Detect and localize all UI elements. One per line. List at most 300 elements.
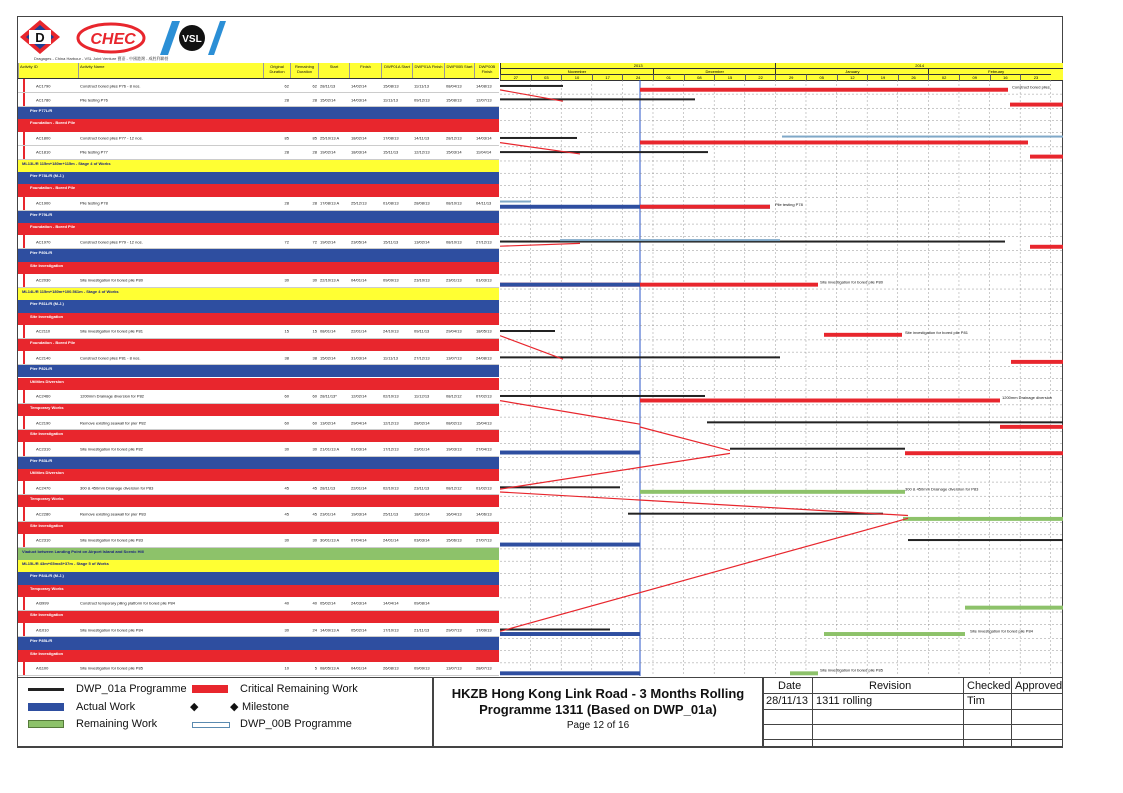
column-header[interactable]: Start <box>318 63 349 78</box>
week-label: 29 <box>775 74 806 80</box>
week-label: 23 <box>1020 74 1051 80</box>
gantt-chart <box>500 63 1063 676</box>
row-indent-bar <box>23 390 25 403</box>
year-label: 2014 <box>775 63 1063 68</box>
row-indent-bar <box>23 378 25 390</box>
cell-id: AC1790 <box>36 83 51 89</box>
cell-s2: 13/07/13 <box>446 665 462 671</box>
cell-id: AC1810 <box>36 149 51 155</box>
cell-f2: 27/07/13 <box>476 537 492 543</box>
cell-s1: 15/08/13 <box>383 83 399 89</box>
cell-rd: 62 <box>312 83 317 89</box>
gantt-bar <box>824 333 902 337</box>
cell-start: 19/02/14 <box>320 149 336 155</box>
title-line-2: Programme 1311 (Based on DWP_01a) <box>479 702 717 717</box>
group-label: Pier P79L/R <box>30 211 53 217</box>
cell-od: 40 <box>284 600 289 606</box>
cell-rd: 30 <box>312 277 317 283</box>
legend-critical: Critical Remaining Work <box>240 683 358 695</box>
row-indent-bar <box>23 534 25 547</box>
cell-name: 300 & 450mm Drainage diversion for P83 <box>80 485 154 491</box>
cell-f2: 27/12/13 <box>476 239 492 245</box>
cell-s1: 11/11/13 <box>383 355 398 361</box>
gantt-bar <box>1030 155 1063 159</box>
group-label: Site Investigation <box>30 431 64 437</box>
table-row[interactable] <box>18 623 499 637</box>
rev-header-revision: Revision <box>869 680 912 692</box>
svg-text:D: D <box>35 30 45 45</box>
cell-finish: 18/03/14 <box>351 149 367 155</box>
group-header-row[interactable] <box>18 611 499 623</box>
bar-annotation: Pile testing P78 <box>775 202 803 208</box>
cell-od: 45 <box>284 485 289 491</box>
cell-rd: 60 <box>312 420 317 426</box>
cell-od: 28 <box>284 97 289 103</box>
cell-id: AI1010 <box>36 627 49 633</box>
cell-name: Construct bored piles P81 - 8 nos. <box>80 355 141 361</box>
gantt-header <box>500 63 1063 81</box>
cell-name: Site investigation for bored pile P85 <box>80 665 143 671</box>
revision-table <box>763 677 1063 747</box>
month-label: December <box>653 68 775 74</box>
row-indent-bar <box>23 469 25 481</box>
group-header-row[interactable] <box>18 378 499 390</box>
cell-s1: 14/04/14 <box>383 600 399 606</box>
row-indent-bar <box>23 262 25 274</box>
column-header[interactable]: Activity ID <box>18 63 78 78</box>
cell-rd: 28 <box>312 200 317 206</box>
table-row[interactable] <box>18 146 499 160</box>
cell-id: AC2310 <box>36 537 51 543</box>
table-row[interactable] <box>18 481 499 495</box>
row-indent-bar <box>23 495 25 507</box>
critical-link <box>640 427 730 451</box>
cell-start: 08/05/13 A <box>320 665 340 671</box>
column-header[interactable]: DWP00B Start <box>444 63 474 78</box>
programme-bar <box>707 421 1063 423</box>
group-header-row[interactable] <box>18 300 499 312</box>
gantt-bar <box>1000 425 1063 429</box>
cell-name: Site investigation for bored pile P84 <box>80 627 143 633</box>
critical-link <box>500 453 730 489</box>
bar-annotation: Site investigation for bored pile P81 <box>905 330 968 336</box>
cell-name: Construct temporary piling platform for bored pile P84 <box>80 600 175 606</box>
gantt-bar <box>824 632 965 636</box>
cell-s2: 15/06/13 <box>446 537 462 543</box>
table-row[interactable] <box>18 325 499 339</box>
group-label: Foundation - Bored Pile <box>30 120 76 126</box>
table-row[interactable] <box>18 93 499 107</box>
row-indent-bar <box>23 481 25 494</box>
cell-name: Construct bored piles P77 - 12 nos. <box>80 135 143 141</box>
group-label: Site Investigation <box>30 262 64 268</box>
cell-s2: 08/10/13 <box>446 200 462 206</box>
week-label: 09 <box>959 74 990 80</box>
group-label: ML14L/R 115m+180m+100.561m - Stage 4 of Works <box>22 289 119 295</box>
week-label: 05 <box>806 74 837 80</box>
cell-name: Remove existing seawall for pier P82 <box>80 420 146 426</box>
cell-id: AC1800 <box>36 135 51 141</box>
row-indent-bar <box>23 249 25 261</box>
week-label: 12 <box>837 74 868 80</box>
programme-bar <box>500 629 610 631</box>
table-row[interactable] <box>18 235 499 249</box>
row-indent-bar <box>23 119 25 131</box>
programme-bar <box>500 201 531 203</box>
cell-start: 30/01/13 A <box>320 537 340 543</box>
cell-finish: 23/05/14 <box>351 239 367 245</box>
table-row[interactable] <box>18 351 499 365</box>
group-header-row[interactable] <box>18 404 499 416</box>
group-header-row[interactable] <box>18 223 499 235</box>
legend-swatch-actual <box>28 703 64 711</box>
week-label: 19 <box>867 74 898 80</box>
cell-f2: 14/06/13 <box>476 511 492 517</box>
row-indent-bar <box>23 235 25 248</box>
cell-f2: 24/08/13 <box>476 355 492 361</box>
cell-f1: 28/02/14 <box>414 420 430 426</box>
row-indent-bar <box>23 184 25 196</box>
legend-actual: Actual Work <box>76 701 136 713</box>
cell-start: 28/11/13 <box>320 485 336 491</box>
cell-finish: 04/01/14 <box>351 277 367 283</box>
group-header-row[interactable] <box>18 211 499 223</box>
gantt-bar <box>640 88 1008 92</box>
cell-f1: 03/03/14 <box>414 537 430 543</box>
cell-id: AC2110 <box>36 328 51 334</box>
cell-s1: 17/08/13 <box>383 135 399 141</box>
table-row[interactable] <box>18 507 499 521</box>
cell-f2: 07/02/13 <box>476 393 492 399</box>
table-row[interactable] <box>18 416 499 430</box>
group-header-row[interactable] <box>18 107 499 119</box>
cell-name: Pile testing P76 <box>80 97 108 103</box>
group-header-row[interactable] <box>18 249 499 261</box>
gantt-bar <box>1011 360 1063 364</box>
group-label: Utilities Diversion <box>30 378 64 384</box>
group-header-row[interactable] <box>18 172 499 184</box>
group-label: Utilities Diversion <box>30 469 64 475</box>
table-row[interactable] <box>18 390 499 404</box>
cell-name: Construct bored piles P76 - 8 nos. <box>80 83 141 89</box>
group-header-row[interactable] <box>18 457 499 469</box>
svg-text:VSL: VSL <box>182 34 202 45</box>
title-line-1: HKZB Hong Kong Link Road - 3 Months Rolling <box>451 686 745 701</box>
rev-header-date: Date <box>778 680 802 692</box>
cell-start: 28/11/13* <box>320 393 337 399</box>
cell-s1: 15/11/13 <box>383 239 399 245</box>
cell-rd: 40 <box>312 600 317 606</box>
cell-id: AC1970 <box>36 239 51 245</box>
cell-od: 60 <box>284 393 289 399</box>
group-label: ML13L/R 115m+180m+115m - Stage 4 of Works <box>22 160 111 166</box>
cell-s2: 19/03/13 <box>446 446 462 452</box>
column-header[interactable]: DWP01A Start <box>381 63 412 78</box>
group-header-row[interactable] <box>18 313 499 325</box>
group-label: Pier P82L/R <box>30 366 53 372</box>
cell-od: 30 <box>284 537 289 543</box>
cell-finish: 18/02/14 <box>351 135 367 141</box>
group-header-row[interactable] <box>18 572 499 584</box>
gantt-bar <box>1030 245 1063 249</box>
cell-od: 45 <box>284 511 289 517</box>
group-header-row[interactable] <box>18 585 499 597</box>
legend <box>17 677 433 747</box>
cell-finish: 29/04/14 <box>351 420 367 426</box>
cell-id: AI1100 <box>36 665 49 671</box>
table-row[interactable] <box>18 662 499 676</box>
row-indent-bar <box>23 416 25 429</box>
cell-s2: 28/12/13 <box>446 135 462 141</box>
cell-od: 72 <box>284 239 289 245</box>
bar-annotation: Site investigation for bored pile P84 <box>970 628 1033 634</box>
group-header-row[interactable] <box>18 365 499 377</box>
programme-bar <box>560 239 780 241</box>
programme-bar <box>500 137 577 139</box>
row-indent-bar <box>23 79 25 92</box>
cell-rd: 72 <box>312 239 317 245</box>
group-label: Foundation - Bored Pile <box>30 185 76 191</box>
cell-f1: 21/11/13 <box>414 627 430 633</box>
gantt-bar <box>1010 103 1063 107</box>
week-label: 15 <box>714 74 745 80</box>
cell-id: AC2030 <box>36 277 51 283</box>
cell-od: 38 <box>284 355 289 361</box>
group-header-row[interactable] <box>18 430 499 442</box>
cell-s1: 24/01/14 <box>383 537 399 543</box>
group-header-row[interactable] <box>18 495 499 507</box>
rev-date: 28/11/13 <box>766 695 809 707</box>
row-indent-bar <box>23 522 25 534</box>
cell-s1: 01/08/13 <box>383 200 399 206</box>
cell-start: 15/02/14 <box>320 97 336 103</box>
report-title <box>434 686 762 718</box>
cell-f1: 23/10/13 <box>414 277 430 283</box>
cell-s2: 08/02/13 <box>446 420 462 426</box>
svg-text:CHEC: CHEC <box>90 31 136 48</box>
table-row[interactable] <box>18 442 499 456</box>
cell-f2: 15/04/13 <box>476 420 492 426</box>
column-header[interactable]: DWP00B Finish <box>474 63 499 78</box>
row-indent-bar <box>23 662 25 675</box>
legend-dwp01a: DWP_01a Programme <box>76 683 187 695</box>
gantt-bar <box>790 671 818 675</box>
week-label: 24 <box>622 74 653 80</box>
programme-bar <box>500 395 705 397</box>
group-header-row[interactable] <box>18 469 499 481</box>
group-label: Temporary Works <box>30 496 64 502</box>
week-label: 03 <box>531 74 562 80</box>
programme-bar <box>500 356 780 358</box>
group-label: Pier P83L/R <box>30 457 53 463</box>
cell-name: Site investigation for bored pile P81 <box>80 328 143 334</box>
milestone-diamond-icon: ◆ <box>190 701 199 713</box>
cell-rd: 85 <box>312 135 317 141</box>
gantt-bar <box>500 671 640 675</box>
row-indent-bar <box>23 93 25 106</box>
cell-f2: 17/09/13 <box>476 627 492 633</box>
page-number: Page 12 of 16 <box>566 720 630 731</box>
group-header-row[interactable] <box>18 184 499 196</box>
gantt-bar <box>965 606 1063 610</box>
cell-f1: 11/11/13 <box>414 83 429 89</box>
programme-bar <box>782 136 1063 138</box>
group-label: Temporary Works <box>30 404 64 410</box>
cell-start: 08/01/14 <box>320 328 336 334</box>
programme-bar <box>908 539 1063 541</box>
group-header-row[interactable] <box>18 262 499 274</box>
group-label: Pier P78L/R (M.J.) <box>30 173 64 179</box>
cell-name: Remove existing seawall for pier P83 <box>80 511 146 517</box>
vsl-logo <box>154 21 226 55</box>
cell-f1: 09/12/13 <box>414 97 430 103</box>
month-label: February <box>928 68 1063 74</box>
cell-f2: 28/07/13 <box>476 665 492 671</box>
bar-annotation: Site investigation for bored pile P85 <box>820 667 883 673</box>
table-row[interactable] <box>18 597 499 611</box>
rev-checked: Tim <box>967 695 985 707</box>
critical-link <box>500 492 908 516</box>
group-header-row[interactable] <box>18 650 499 662</box>
programme-bar <box>730 448 905 450</box>
column-header[interactable]: Remaining Duration <box>290 63 318 78</box>
row-indent-bar <box>23 146 25 159</box>
gantt-bar <box>500 283 640 287</box>
cell-rd: 15 <box>312 328 317 334</box>
cell-id: AC2310 <box>36 446 51 452</box>
gantt-bar <box>903 517 1063 521</box>
cell-s2: 08/04/13 <box>446 83 462 89</box>
column-header[interactable]: Activity Name <box>78 63 263 78</box>
programme-bar <box>500 151 708 153</box>
table-row[interactable] <box>18 534 499 548</box>
row-indent-bar <box>23 623 25 636</box>
bar-annotation: 1200mm Drainage diversion <box>1002 395 1053 401</box>
gantt-bar <box>640 490 905 494</box>
row-indent-bar <box>23 442 25 455</box>
table-row[interactable] <box>18 132 499 146</box>
month-label: January <box>775 68 928 74</box>
row-indent-bar <box>23 611 25 623</box>
cell-id: AI3999 <box>36 600 49 606</box>
bar-annotation: 300 & 450mm Drainage diversion for P83 <box>905 486 979 492</box>
group-header-row[interactable] <box>18 548 499 560</box>
cell-f1: 28/08/13 <box>414 200 430 206</box>
cell-f2: 14/08/13 <box>476 83 492 89</box>
week-label: 27 <box>500 74 531 80</box>
cell-finish: 07/04/14 <box>351 537 367 543</box>
cell-start: 23/01/14 <box>320 511 336 517</box>
cell-s1: 26/08/13 <box>383 665 399 671</box>
cell-f1: 18/01/14 <box>414 511 430 517</box>
cell-s1: 02/10/13 <box>383 393 399 399</box>
cell-s1: 15/11/13 <box>383 149 399 155</box>
table-row[interactable] <box>18 274 499 288</box>
cell-f2: 14/03/14 <box>476 135 492 141</box>
column-header[interactable]: Original Duration <box>263 63 290 78</box>
row-indent-bar <box>23 132 25 145</box>
cell-s1: 17/10/13 <box>383 627 399 633</box>
group-header-row[interactable] <box>18 339 499 351</box>
cell-s2: 16/04/13 <box>446 511 462 517</box>
milestone-diamond-icon: ◆ <box>230 701 239 713</box>
programme-bar <box>628 513 883 515</box>
gantt-body <box>500 80 1063 676</box>
group-header-row[interactable] <box>18 522 499 534</box>
cell-finish: 12/02/14 <box>351 393 367 399</box>
row-indent-bar <box>23 457 25 469</box>
cell-rd: 24 <box>312 627 317 633</box>
cell-start: 17/08/13 A <box>320 200 340 206</box>
group-header-row[interactable] <box>18 119 499 131</box>
cell-od: 15 <box>284 328 289 334</box>
cell-od: 62 <box>284 83 289 89</box>
cell-finish: 14/02/14 <box>351 83 367 89</box>
cell-rd: 60 <box>312 393 317 399</box>
gantt-bar <box>500 451 640 455</box>
cell-start: 28/11/13 <box>320 83 336 89</box>
cell-s1: 17/12/13 <box>383 446 399 452</box>
row-indent-bar <box>23 637 25 649</box>
cell-start: 22/10/13 A <box>320 277 340 283</box>
rev-header-approved: Approved <box>1015 680 1063 692</box>
cell-start: 25/10/13 A <box>320 135 340 141</box>
cell-f1: 12/12/13 <box>414 149 430 155</box>
cell-s1: 02/10/13 <box>383 485 399 491</box>
week-label: 26 <box>898 74 929 80</box>
row-indent-bar <box>23 597 25 610</box>
cell-od: 60 <box>284 420 289 426</box>
cell-s1: 09/09/13 <box>383 277 399 283</box>
gantt-bar <box>500 632 640 636</box>
cell-s1: 25/11/13 <box>383 511 399 517</box>
legend-milestone: Milestone <box>242 701 290 713</box>
table-row[interactable] <box>18 79 499 93</box>
column-header[interactable]: DWP01A Finish <box>412 63 444 78</box>
row-indent-bar <box>23 585 25 597</box>
column-header[interactable]: Finish <box>349 63 381 78</box>
table-row[interactable] <box>18 197 499 211</box>
dragages-logo <box>20 20 60 54</box>
group-label: Foundation - Bored Pile <box>30 224 76 230</box>
cell-start: 15/02/14 <box>320 355 336 361</box>
cell-f1: 23/01/14 <box>414 446 430 452</box>
row-indent-bar <box>23 650 25 662</box>
cell-start: 14/09/13 A <box>320 627 340 633</box>
week-label: 08 <box>684 74 715 80</box>
cell-finish: 05/02/14 <box>351 627 367 633</box>
cell-f1: 09/11/13 <box>414 328 430 334</box>
group-label: Viaduct between Landing Point on Airport Island and Scenic Hill <box>22 548 144 554</box>
programme-bar <box>500 330 555 332</box>
row-indent-bar <box>23 223 25 235</box>
cell-s2: 13/07/13 <box>446 355 462 361</box>
group-header-row[interactable] <box>18 637 499 649</box>
gantt-bar <box>640 205 770 209</box>
group-header-row[interactable] <box>18 560 499 572</box>
group-label: Foundation - Bored Pile <box>30 339 76 345</box>
cell-start: 19/02/14 <box>320 239 336 245</box>
week-label: 22 <box>745 74 776 80</box>
cell-id: AC2470 <box>36 485 51 491</box>
group-header-row[interactable] <box>18 288 499 300</box>
week-label: 01 <box>653 74 684 80</box>
cell-name: Site investigation for bored pile P83 <box>80 537 143 543</box>
group-header-row[interactable] <box>18 160 499 172</box>
cell-rd: 28 <box>312 149 317 155</box>
cell-f1: 09/08/14 <box>414 600 430 606</box>
cell-rd: 45 <box>312 485 317 491</box>
